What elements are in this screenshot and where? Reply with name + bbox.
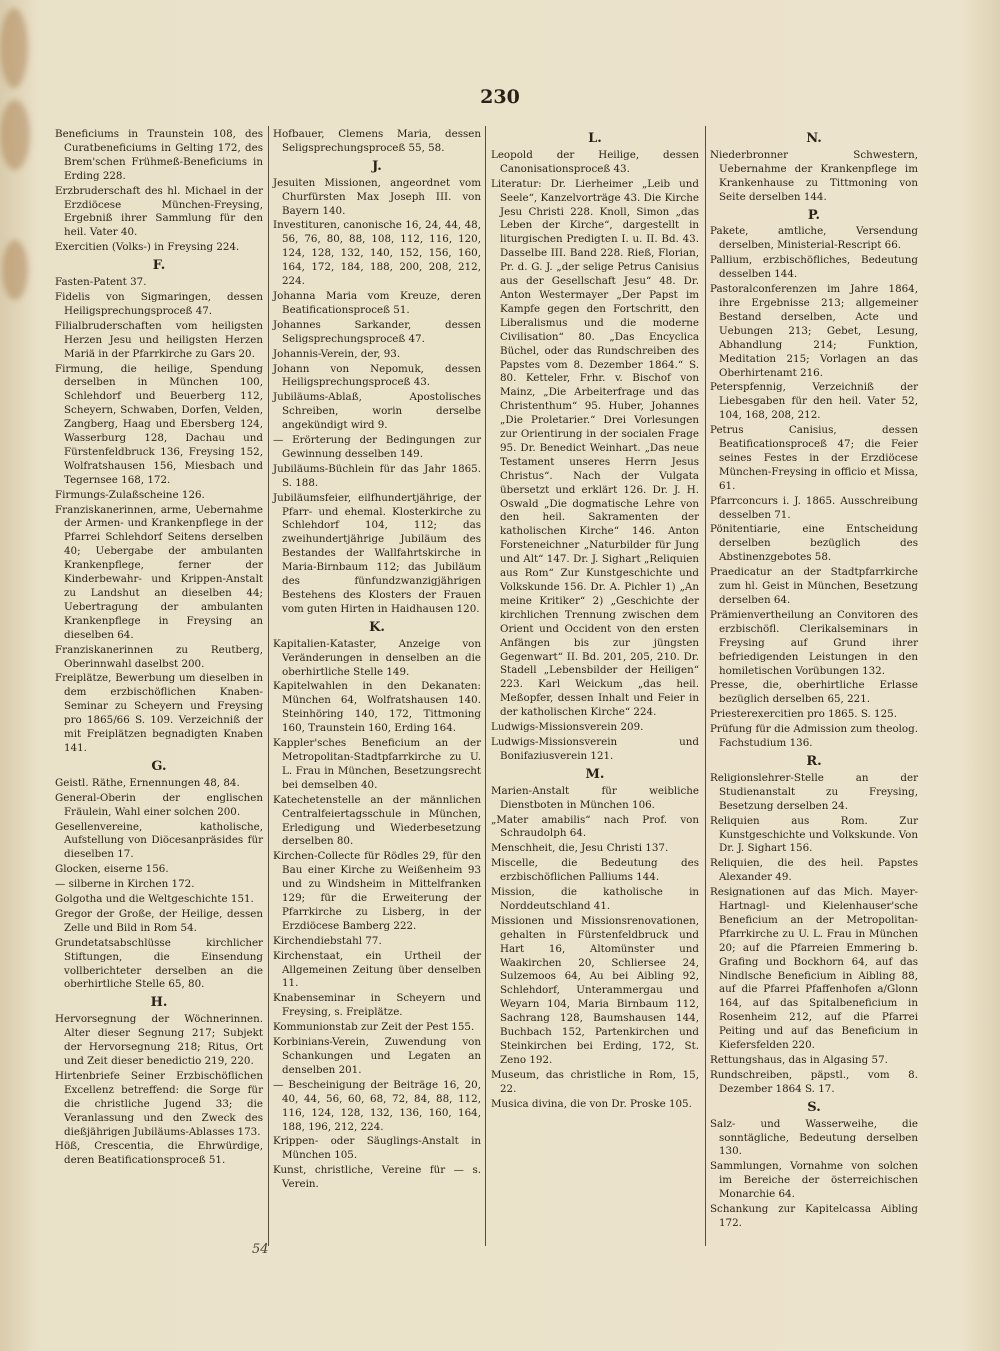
- index-entry: — Bescheinigung der Beiträge 16, 20, 40, 44, 56, 60, 68, 72, 84, 88, 112, 116, 124, 128, 132, 136, 160, 164, 188, 196, 212, 224.: [273, 1078, 481, 1133]
- index-entry: Grundetatsabschlüsse kirchlicher Stiftungen, die Einsendung vollberichteter derselben an die oberhirtliche Stelle 65, 80.: [55, 936, 263, 991]
- index-entry: Kirchen-Collecte für Rödles 29, für den Bau einer Kirche zu Weißenheim 93 und zu Windsheim in Mittelfranken 129; für die Erweiterung der Pfarrkirche zu Lisberg, in der Erzdiöcese Bamberg 222.: [273, 850, 481, 932]
- index-entry: Resignationen auf das Mich. Mayer-Hartnagl- und Kielenhauser'sche Beneficium an der Metropolitan-Pfarrkirche zu U. L. Frau in München 20; auf die Pfarreien Emmering b. Grafing und Bockhorn 64, auf das Nindlsche Beneficium in Aibling 88, auf die Pfarrei Pfaffenhofen a/Glonn 164, auf das Spitalbeneficium in Rosenheim 212, auf die Pfarrei Peiting und auf das Beneficium in Kiefersfelden 220.: [710, 886, 918, 1052]
- index-entry: Kirchendiebstahl 77.: [273, 934, 382, 947]
- index-entry: Exercitien (Volks-) in Freysing 224.: [55, 241, 240, 254]
- index-entry: Firmung, die heilige, Spendung derselben in München 100, Schlehdorf und Beuerberg 112, Scheyern, Schwaben, Dorfen, Velden, Zangberg, Haag und Ebersberg 124, Wasserburg 128, Dachau und Fürstenfeldbruck 136, Freysing 152, Wolfratshausen 156, Miesbach und Tegernsee 168, 172.: [55, 362, 263, 486]
- index-entry: Hervorsegnung der Wöchnerinnen. Alter dieser Segnung 217; Subjekt der Hervorsegnung 218; Ritus, Ort und Zeit dieser benedictio 219, 220.: [55, 1013, 263, 1067]
- index-entry: Pönitentiarie, eine Entscheidung derselben bezüglich des Abstinenzgebotes 58.: [710, 523, 918, 564]
- index-entry: Hirtenbriefe Seiner Erzbischöflichen Excellenz betreffend: die Sorge für die christliche Jugend 33; die Veranlassung und den Zweck des dießjährigen Jubiläums-Ablasses 173.: [55, 1069, 263, 1138]
- section-heading: M.: [585, 766, 605, 782]
- column-rule: [705, 126, 706, 1246]
- index-entry: Katechetenstelle an der männlichen Centralfeiertagsschule in München, Erledigung und Wiederbesetzung derselben 80.: [273, 793, 481, 848]
- index-entry: Franziskanerinnen zu Reutberg, Oberinnwahl daselbst 200.: [55, 643, 263, 670]
- index-entry: Jubiläumsfeier, eilfhundertjährige, der Pfarr- und ehemal. Klosterkirche zu Schlehdorf 104, 112; das zweihundertjährige Jubiläum des Bestandes der Wallfahrtskirche in Maria-Birnbaum 112; das Jubiläum des fünfundzwanzigjährigen Bestehens des Klosters der Frauen vom guten Hirten in Haidhausen 120.: [273, 491, 481, 615]
- index-entry: Prüfung für die Admission zum theolog. Fachstudium 136.: [710, 723, 918, 750]
- index-entry: Höß, Crescentia, die Ehrwürdige, deren Beatificationsproceß 51.: [55, 1140, 263, 1167]
- index-entry: Jubiläums-Büchlein für das Jahr 1865. S. 188.: [273, 462, 481, 489]
- index-entry: Reliquien aus Rom. Zur Kunstgeschichte und Volkskunde. Von Dr. J. Sighart 156.: [710, 814, 918, 855]
- index-entry: Korbinians-Verein, Zuwendung von Schankungen und Legaten an denselben 201.: [273, 1036, 481, 1076]
- index-entry: Jesuiten Missionen, angeordnet vom Churfürsten Max Joseph III. von Bayern 140.: [273, 176, 481, 217]
- index-entry: — Erörterung der Bedingungen zur Gewinnung desselben 149.: [273, 434, 481, 460]
- index-entry: Salz- und Wasserweihe, die sonntägliche, Bedeutung derselben 130.: [710, 1117, 918, 1158]
- index-entry: Hofbauer, Clemens Maria, dessen Seligsprechungsproceß 55, 58.: [273, 128, 481, 154]
- index-entry: Musica divina, die von Dr. Proske 105.: [491, 1097, 692, 1110]
- index-entry: Petrus Canisius, dessen Beatificationsproceß 47; die Feier seines Festes in der Erzdiöcese München-Freysing in officio et Missa, 61.: [710, 424, 918, 492]
- section-heading: L.: [588, 131, 602, 146]
- index-entry: Gregor der Große, der Heilige, dessen Zelle und Bild in Rom 54.: [55, 907, 263, 934]
- index-entry: Johanna Maria vom Kreuze, deren Beatificationsproceß 51.: [273, 289, 481, 316]
- index-entry: Erzbruderschaft des hl. Michael in der Erzdiöcese München-Freysing, Ergebniß ihrer Sammlung für den heil. Vater 40.: [55, 184, 263, 239]
- column-4: [710, 128, 918, 1232]
- index-entry: Johannes Sarkander, dessen Seligsprechungsproceß 47.: [273, 318, 481, 345]
- index-entry: Marien-Anstalt für weibliche Dienstboten in München 106.: [491, 784, 699, 811]
- index-entry: Sammlungen, Vornahme von solchen im Bereiche der österreichischen Monarchie 64.: [710, 1160, 918, 1201]
- index-entry: Priesterexercitien pro 1865. S. 125.: [710, 708, 897, 721]
- index-entry: Leopold der Heilige, dessen Canonisationsproceß 43.: [491, 148, 699, 175]
- index-entry: Knabenseminar in Scheyern und Freysing, s. Freiplätze.: [273, 992, 481, 1019]
- index-entry: Ludwigs-Missionsverein und Bonifaziusverein 121.: [491, 735, 699, 762]
- index-entry: Niederbronner Schwestern, Uebernahme der Krankenpflege im Krankenhause zu Tittmoning von Seite derselben 144.: [710, 148, 918, 203]
- index-entry: Filialbruderschaften vom heiligsten Herzen Jesu und heiligsten Herzen Mariä in der Pfarrkirche zu Gars 20.: [55, 319, 263, 360]
- index-entry: Johann von Nepomuk, dessen Heiligsprechungsproceß 43.: [273, 362, 481, 389]
- index-entry: Kapitelwahlen in den Dekanaten: München 64, Wolfratshausen 140. Steinhöring 140, 172, Tittmoning 160, Traunstein 160, Erding 164.: [273, 680, 481, 735]
- index-entry: Missionen und Missionsrenovationen, gehalten in Fürstenfeldbruck und Hart 16, Altomünster und Waakirchen 20, Schliersee 24, Sulzemoos 64, Au bei Aibling 92, Schlehdorf, Unterammergau und Weyarn 104, Maria Birnbaum 112, Sachrang 128, Baumshausen 144, Buchbach 152, Partenkirchen und Steinkirchen bei Erding, 172, St. Zeno 192.: [491, 914, 699, 1066]
- index-entry: Investituren, canonische 16, 24, 44, 48, 56, 76, 80, 88, 108, 112, 116, 120, 124, 128, 132, 140, 152, 156, 160, 164, 172, 184, 188, 200, 208, 212, 224.: [273, 219, 481, 288]
- column-2: [273, 128, 481, 1193]
- index-entry: General-Oberin der englischen Fräulein, Wahl einer solchen 200.: [55, 791, 263, 818]
- section-heading: N.: [806, 131, 822, 146]
- index-entry: Freiplätze, Bewerbung um dieselben in dem erzbischöflichen Knaben-Seminar zu Scheyern und Freysing pro 1865/66 S. 109. Verzeichniß der mit Freiplätzen begnadigten Knaben 141.: [55, 672, 263, 754]
- index-entry: Pallium, erzbischöfliches, Bedeutung desselben 144.: [710, 254, 918, 281]
- section-heading: S.: [807, 1099, 821, 1115]
- column-rule: [485, 126, 486, 1246]
- index-entry: Fasten-Patent 37.: [55, 276, 147, 289]
- index-entry: Glocken, eiserne 156.: [55, 863, 169, 876]
- column-1: [55, 128, 263, 1169]
- handwritten-note: 54: [252, 1242, 269, 1257]
- section-heading: H.: [150, 995, 168, 1011]
- index-entry: Gesellenvereine, katholische, Aufstellung von Diöcesanpräsides für dieselben 17.: [55, 820, 263, 861]
- index-entry: Pastoralconferenzen im Jahre 1864, ihre Ergebnisse 213; allgemeiner Bestand derselben, Acte und Uebungen 213; Gebet, Lesung, Abhandlung 214; Funktion, Meditation 215; Vorlagen an das Oberhirtenamt 216.: [710, 283, 918, 379]
- index-entry: Praedicatur an der Stadtpfarrkirche zum hl. Geist in München, Besetzung derselben 64.: [710, 566, 918, 606]
- index-entry: Pakete, amtliche, Versendung derselben, Ministerial-Rescript 66.: [710, 225, 918, 252]
- index-entry: Kapitalien-Kataster, Anzeige von Veränderungen in denselben an die oberhirtliche Stelle 149.: [273, 637, 481, 678]
- index-entry: Menschheit, die, Jesu Christi 137.: [491, 842, 669, 855]
- page-number: 230: [480, 86, 520, 108]
- index-entry: Franziskanerinnen, arme, Uebernahme der Armen- und Krankenpflege in der Pfarrei Schlehdorf Seitens derselben 40; Uebergabe der ambulanten Krankenpflege, ferner der Kinderbewahr- und Krippen-Anstalt zu Landshut an dieselben 44; Uebertragung der ambulanten Krankenpflege in Freysing an dieselben 64.: [55, 503, 263, 641]
- index-entry: Beneficiums in Traunstein 108, des Curatbeneficiums in Gelting 172, des Brem'schen Frühmeß-Beneficiums in Erding 228.: [55, 128, 263, 182]
- index-entry: Pfarrconcurs i. J. 1865. Ausschreibung desselben 71.: [710, 494, 918, 521]
- index-entry: Jubiläums-Ablaß, Apostolisches Schreiben, worin derselbe angekündigt wird 9.: [273, 391, 481, 432]
- index-entry: Schankung zur Kapitelcassa Aibling 172.: [710, 1203, 918, 1229]
- index-entry: Miscelle, die Bedeutung des erzbischöflichen Palliums 144.: [491, 857, 699, 884]
- section-heading: K.: [369, 619, 385, 635]
- index-entry: — silberne in Kirchen 172.: [55, 878, 195, 891]
- index-entry: Fidelis von Sigmaringen, dessen Heiligsprechungsproceß 47.: [55, 290, 263, 317]
- index-entry: Prämienvertheilung an Convitoren des erzbischöfl. Clerikalseminars in Freysing auf Grund ihrer befriedigenden Leistungen in den homiletischen Vorübungen 132.: [710, 608, 918, 677]
- index-entry: Religionslehrer-Stelle an der Studienanstalt zu Freysing, Besetzung derselben 24.: [710, 771, 918, 812]
- section-heading: F.: [152, 258, 166, 274]
- index-entry: Kommunionstab zur Zeit der Pest 155.: [273, 1021, 475, 1034]
- column-rule: [268, 126, 269, 1246]
- index-entry: Kirchenstaat, ein Urtheil der Allgemeinen Zeitung über denselben 11.: [273, 949, 481, 990]
- index-entry: „Mater amabilis“ nach Prof. von Schraudolph 64.: [491, 813, 699, 840]
- index-entry: Geistl. Räthe, Ernennungen 48, 84.: [55, 776, 240, 789]
- section-heading: P.: [807, 207, 821, 223]
- index-entry: Literatur: Dr. Lierheimer „Leib und Seele“, Kanzelvorträge 43. Die Kirche Jesu Christi 228. Knoll, Simon „das Leben der Kirche“, dargestellt in liturgischen Predigten I. u. II. Bd. 43. Dasselbe III. Band 228. Rieß, Florian, Pr. d. G. J. „der selige Petrus Canisius aus der Gesellschaft Jesu“ 48. Dr. Anton Westermayer „Der Papst im Kampfe gegen den Fortschritt, den Liberalismus und die moderne Civilisation“ 80. „Das Encyclica Büchel, oder das Rundschreiben des Papstes vom 8. Dezember 1864.“ S. 80. Ketteler, Frhr. v. Bischof von Mainz, „Die Arbeiterfrage und das Christenthum“ 95. Huber, Johannes „Die Proletarier.“ Drei Vorlesungen zur Orientirung in der socialen Frage 95. Dr. Benedict Weinhart. „Das neue Testament unseres Herrn Jesus Christus“. Nach der Vulgata übersetzt und erklärt 126. Dr. J. H. Oswald „Die dogmatische Lehre von den heil. Sakramenten der katholischen Kirche“ 146. Anton Forsteneichner „Naturbilder für Jung und Alt“ 147. Dr. J. Sighart „Reliquien aus Rom“ Zur Kunstgeschichte und Volkskunde 156. Dr. A. Pichler 1) „An meine Kritiker“ 2) „Geschichte der kirchlichen Trennung zwischen dem Orient und Occident von den ersten Anfängen bis zur jüngsten Gegenwart“ II. Bd. 201, 205, 210. Dr. Stadell „Lebensbilder der Heiligen“ 223. Karl Weickum „das heil. Meßopfer, dessen Inhalt und Feier in der katholischen Kirche“ 224.: [491, 177, 699, 719]
- section-heading: G.: [151, 758, 167, 774]
- index-entry: Firmungs-Zulaßscheine 126.: [55, 488, 205, 501]
- index-entry: Peterspfennig, Verzeichniß der Liebesgaben für den heil. Vater 52, 104, 168, 208, 212.: [710, 381, 918, 422]
- index-entry: Rundschreiben, päpstl., vom 8. Dezember 1864 S. 17.: [710, 1068, 918, 1095]
- index-entry: Golgotha und die Weltgeschichte 151.: [55, 893, 254, 906]
- column-3: [491, 128, 699, 1113]
- index-entry: Museum, das christliche in Rom, 15, 22.: [491, 1068, 699, 1095]
- index-entry: Reliquien, die des heil. Papstes Alexander 49.: [710, 857, 918, 884]
- index-entry: Presse, die, oberhirtliche Erlasse bezüglich derselben 65, 221.: [710, 679, 918, 706]
- index-entry: Mission, die katholische in Norddeutschland 41.: [491, 886, 699, 912]
- section-heading: R.: [806, 753, 822, 769]
- index-entry: Kunst, christliche, Vereine für — s. Verein.: [273, 1164, 481, 1191]
- index-entry: Kappler'sches Beneficium an der Metropolitan-Stadtpfarrkirche zu U. L. Frau in München, Besetzungsrecht bei demselben 40.: [273, 737, 481, 791]
- index-entry: Johannis-Verein, der, 93.: [273, 347, 401, 360]
- index-entry: Ludwigs-Missionsverein 209.: [491, 721, 644, 734]
- index-entry: Rettungshaus, das in Algasing 57.: [710, 1054, 888, 1066]
- index-entry: Krippen- oder Säuglings-Anstalt in München 105.: [273, 1135, 481, 1162]
- section-heading: J.: [372, 158, 382, 174]
